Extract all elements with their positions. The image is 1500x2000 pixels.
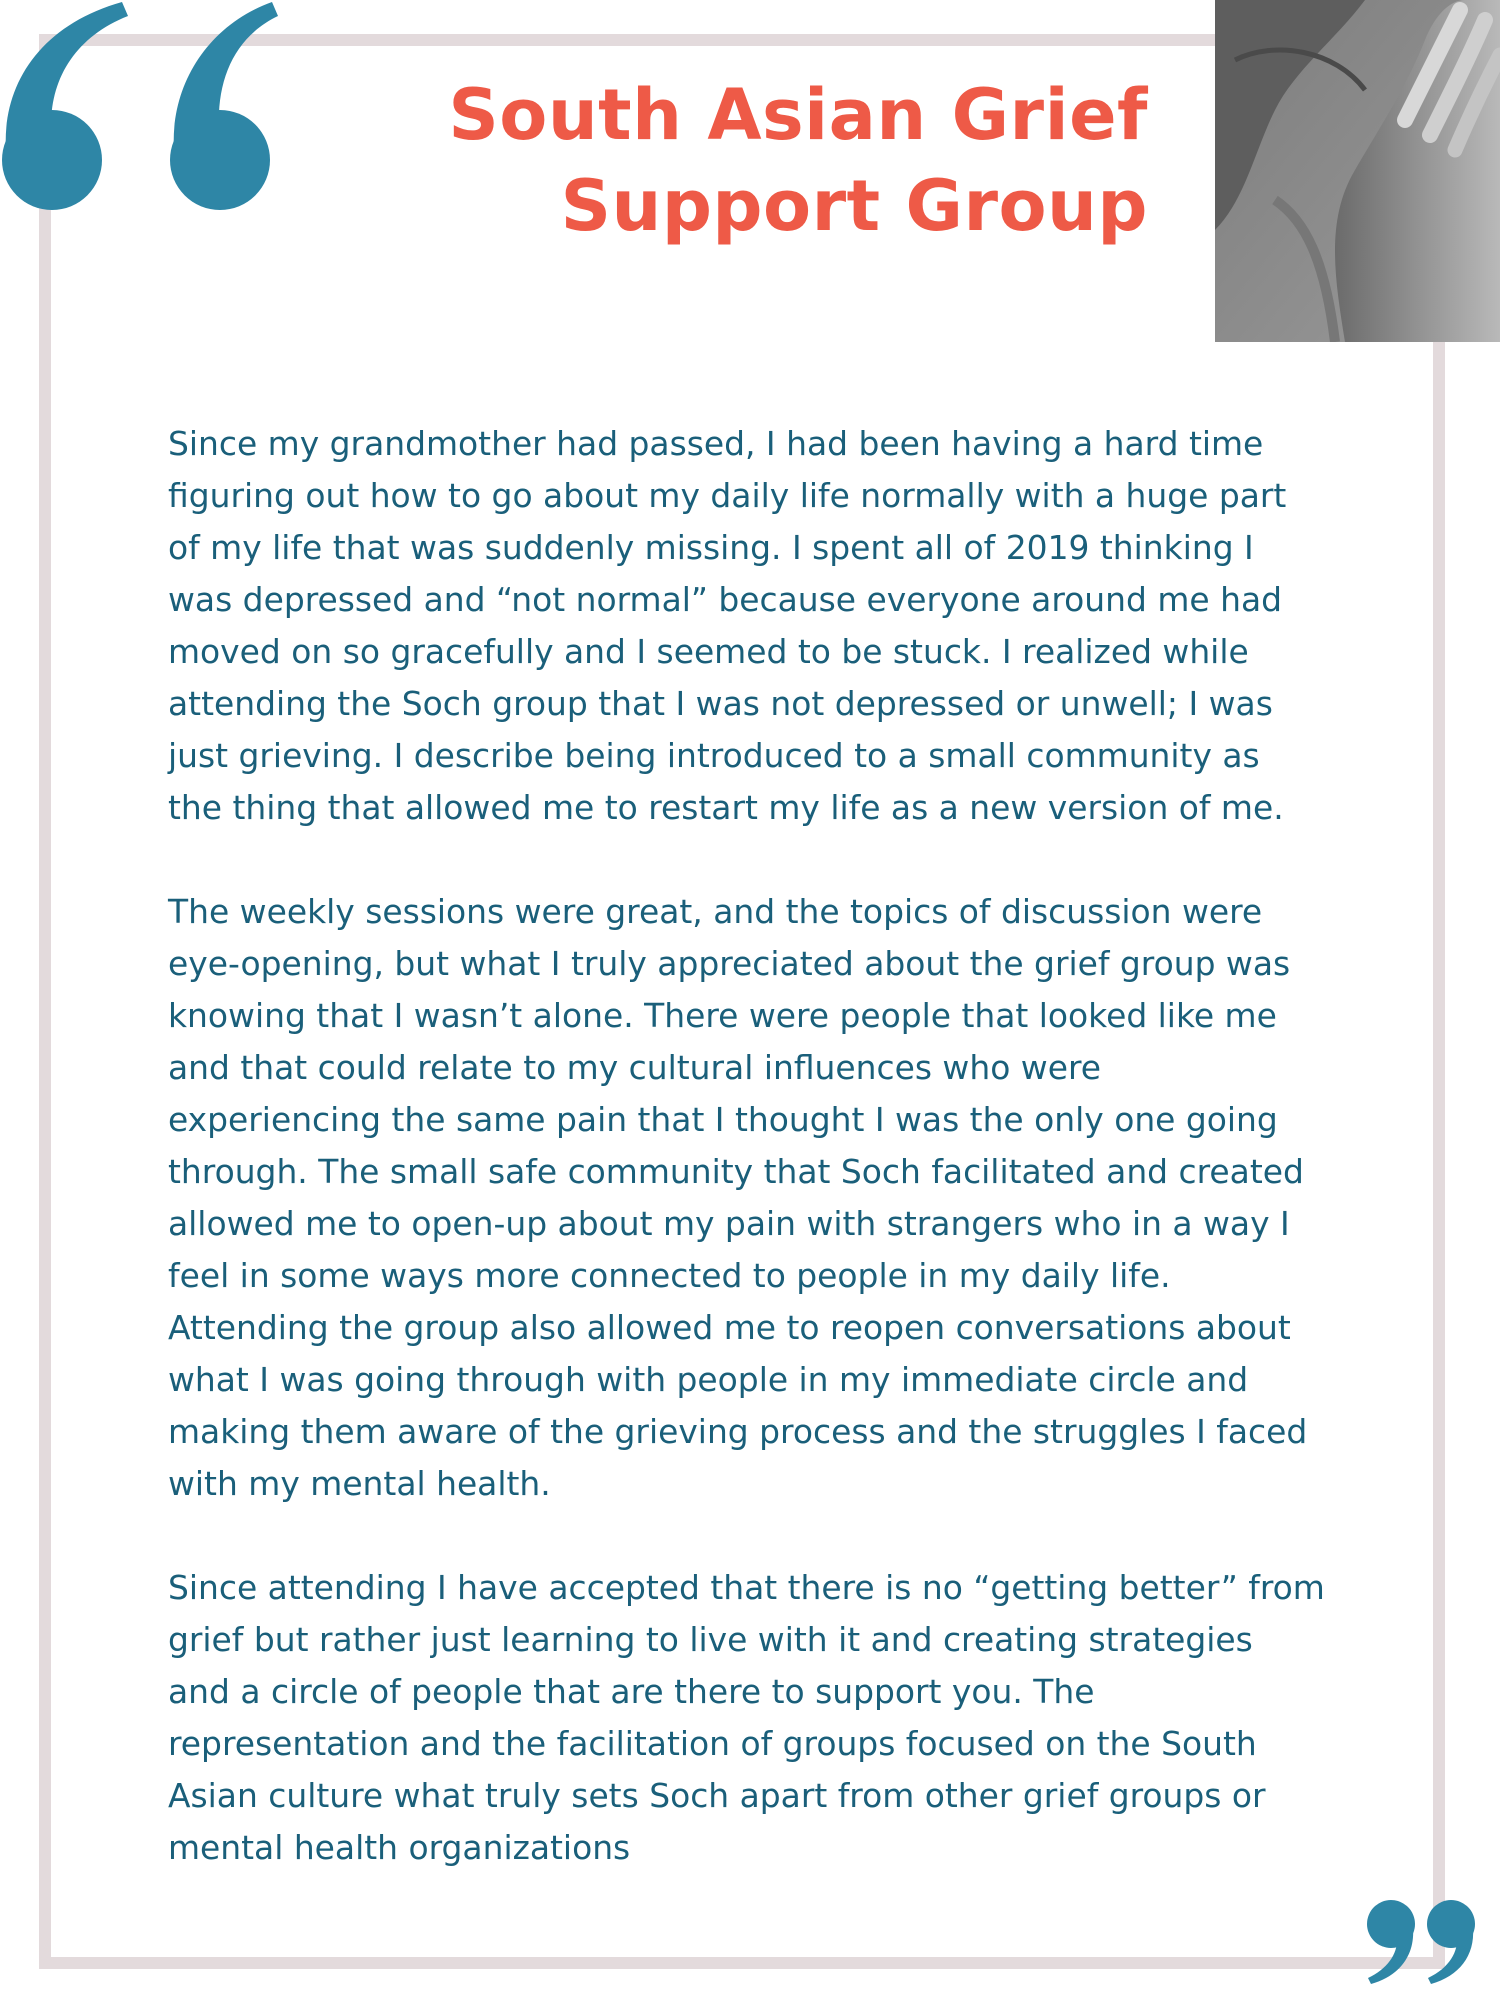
text-line: moved on so gracefully and I seemed to be stuck. I realized while [168,632,1249,671]
title-line-1: South Asian Grief [448,74,1148,156]
text-line: and a circle of people that are there to support you. The [168,1672,1095,1711]
title-line-2: Support Group [560,165,1148,247]
text-line: attending the Soch group that I was not depressed or unwell; I was [168,684,1273,723]
text-line: figuring out how to go about my daily life normally with a huge part [168,476,1287,515]
text-line: making them aware of the grieving process and the struggles I faced [168,1412,1308,1451]
text-line: eye-opening, but what I truly appreciated about the grief group was [168,944,1291,983]
text-line: through. The small safe community that Soch facilitated and created [168,1152,1304,1191]
text-line: Asian culture what truly sets Soch apart from other grief groups or [168,1776,1266,1815]
paragraph-1 [168,418,1368,834]
text-line: just grieving. I describe being introduced to a small community as [168,736,1260,775]
text-line: experiencing the same pain that I thought I was the only one going [168,1100,1278,1139]
text-line: with my mental health. [168,1464,551,1503]
text-line: representation and the facilitation of groups focused on the South [168,1724,1257,1763]
text-line: grief but rather just learning to live with it and creating strategies [168,1620,1253,1659]
text-line: was depressed and “not normal” because everyone around me had [168,580,1282,619]
text-line: the thing that allowed me to restart my life as a new version of me. [168,788,1284,827]
text-line: feel in some ways more connected to people in my daily life. [168,1256,1171,1295]
text-line: The weekly sessions were great, and the topics of discussion were [168,892,1263,931]
text-line: of my life that was suddenly missing. I spent all of 2019 thinking I [168,528,1254,567]
text-line: Since my grandmother had passed, I had been having a hard time [168,424,1264,463]
close-quote-icon [1363,1898,1481,1984]
text-line: knowing that I wasn’t alone. There were people that looked like me [168,996,1277,1035]
page-title [448,70,1148,252]
text-line: Attending the group also allowed me to reopen conversations about [168,1308,1291,1347]
text-line: mental health organizations [168,1828,631,1867]
grief-photo [1215,0,1500,342]
text-line: and that could relate to my cultural influences who were [168,1048,1102,1087]
open-quote-icon [0,0,282,215]
text-line: what I was going through with people in my immediate circle and [168,1360,1249,1399]
paragraph-2 [168,886,1368,1510]
testimonial-body [168,418,1368,1874]
text-line: allowed me to open-up about my pain with strangers who in a way I [168,1204,1290,1243]
text-line: Since attending I have accepted that there is no “getting better” from [168,1568,1325,1607]
paragraph-3 [168,1562,1368,1874]
